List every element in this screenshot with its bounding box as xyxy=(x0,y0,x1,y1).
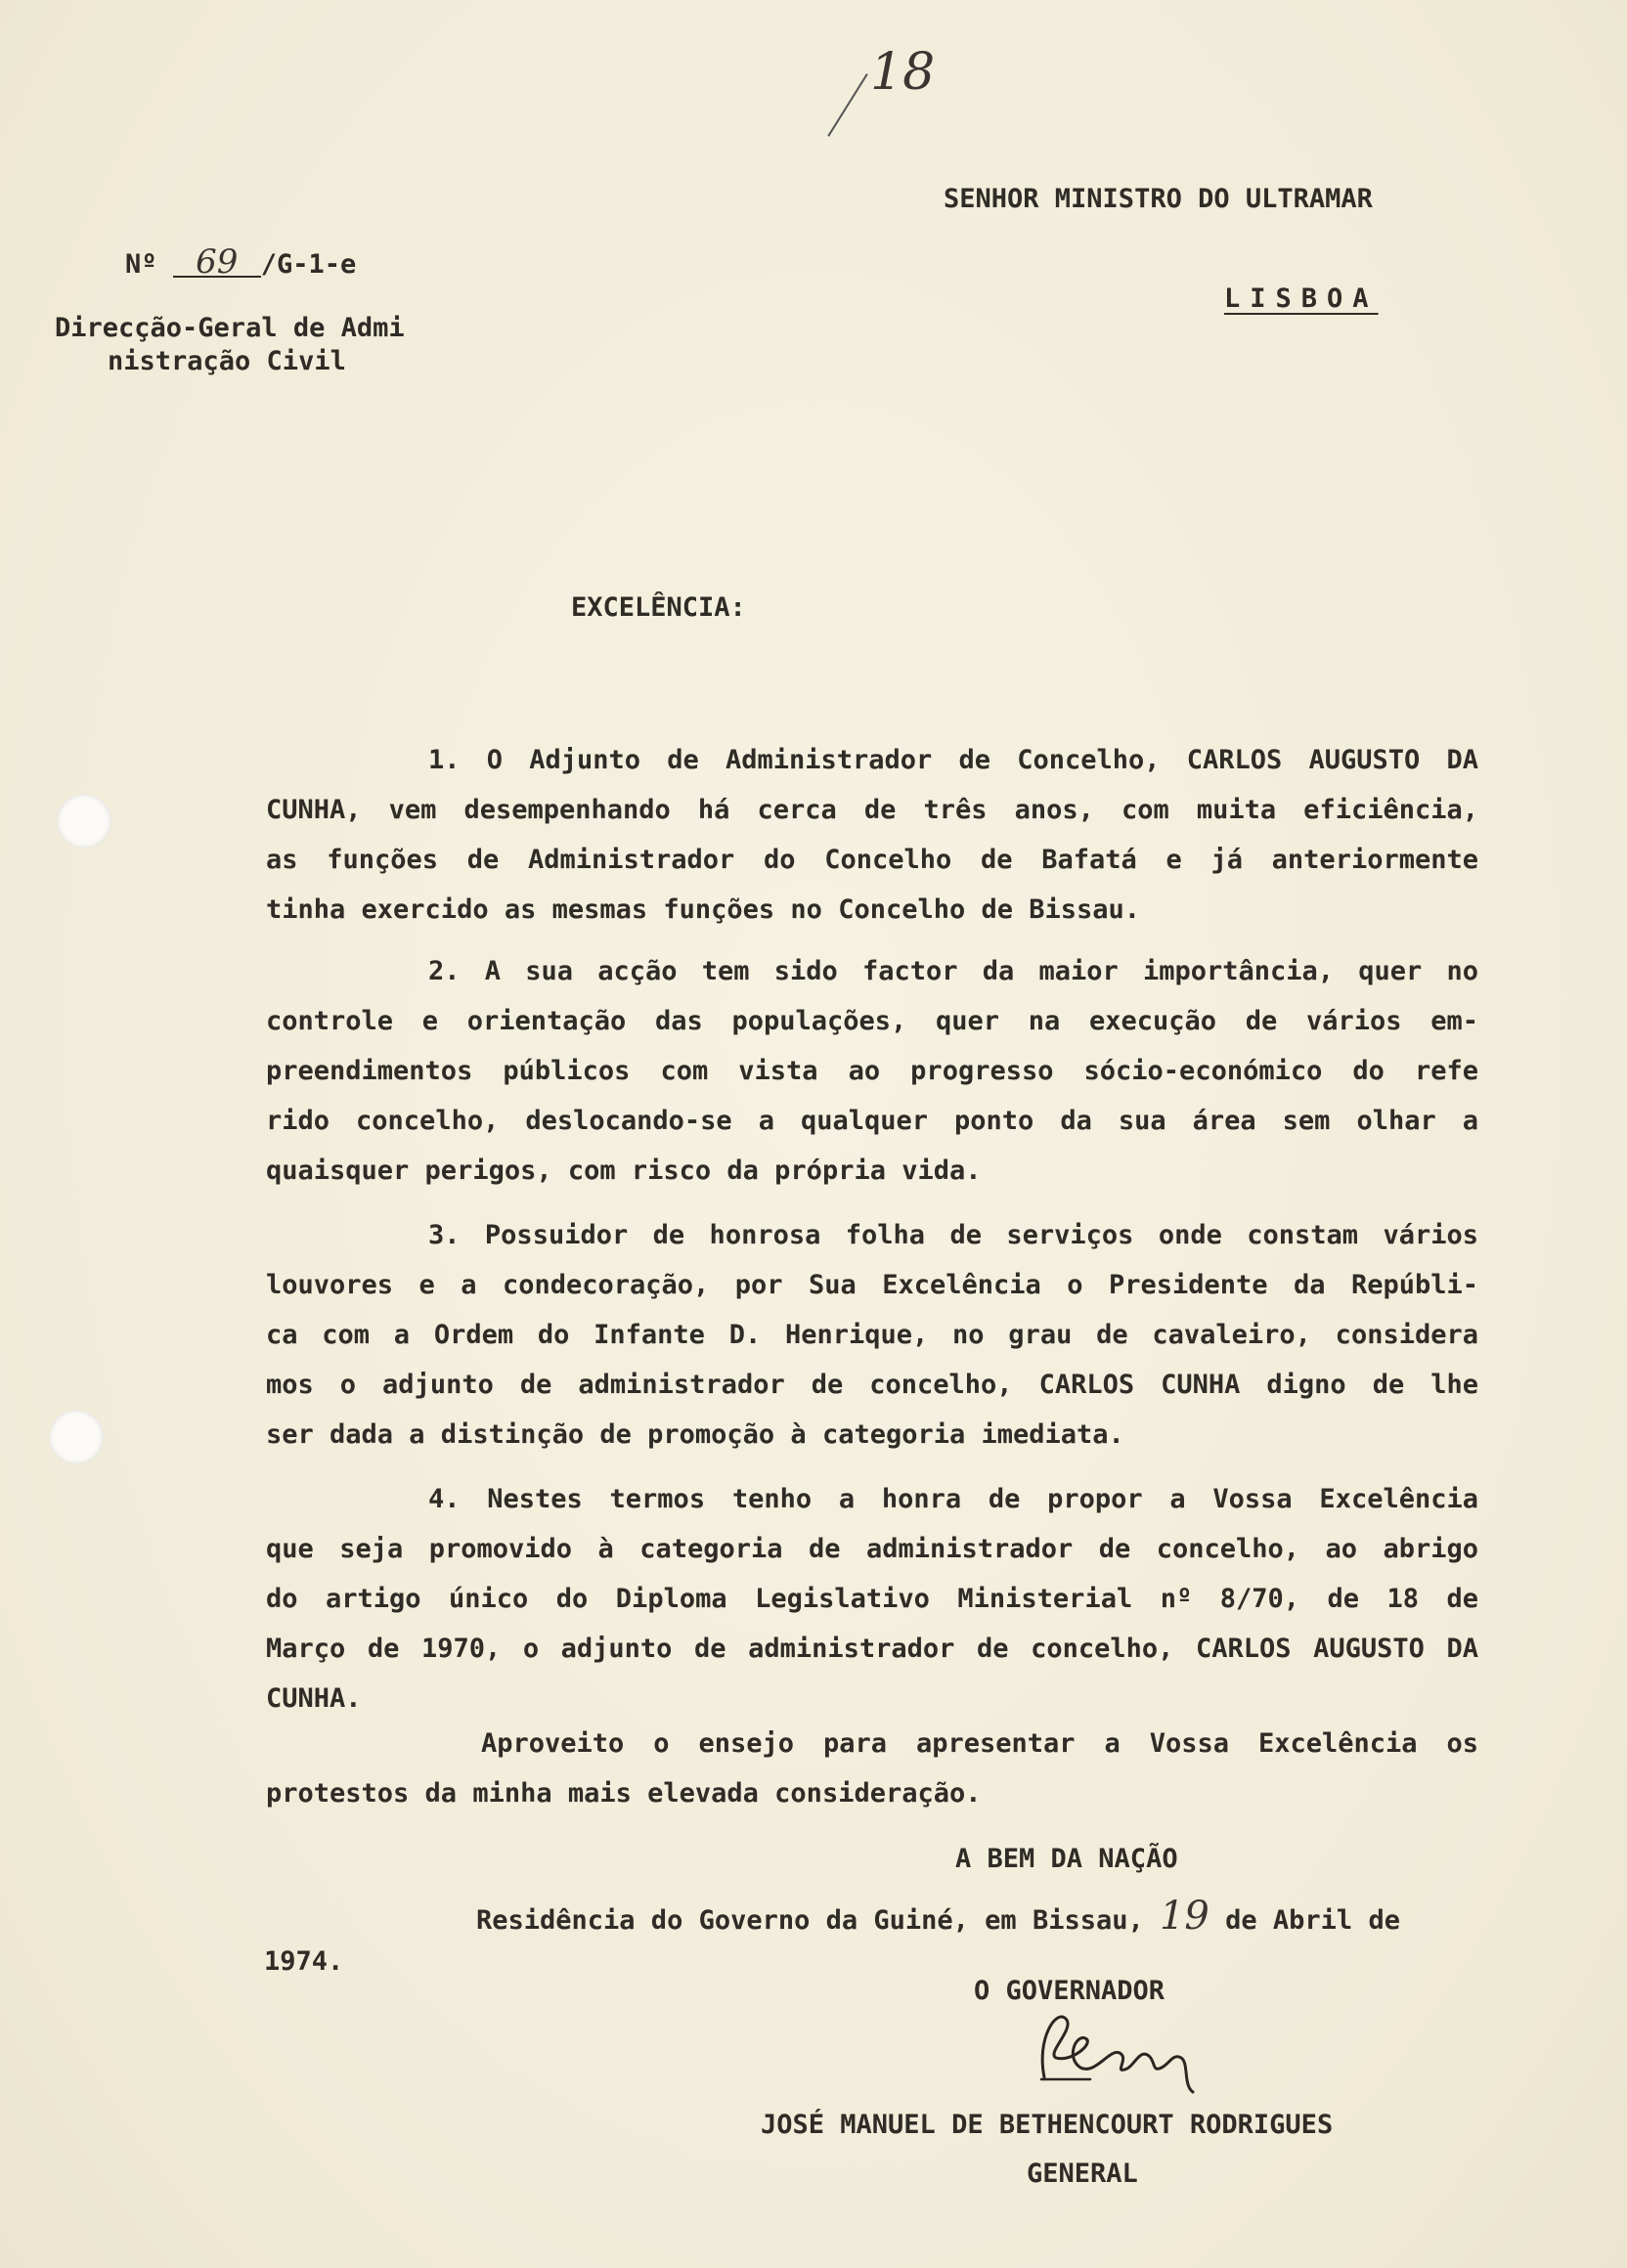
closing-paragraph: Aproveito o ensejo para apresentar a Vossa Excelência os protestos da minha mais elevada consideração. xyxy=(266,1728,1478,1809)
handwritten-signature xyxy=(1027,1999,1222,2097)
addressee: SENHOR MINISTRO DO ULTRAMAR xyxy=(944,184,1373,214)
paragraph-3: 3. Possuidor de honrosa folha de serviços onde constam vários louvores e a condecoração, por Sua Excelência o Presidente da Repúbli- ca com a Ordem do Infante D. Henrique, no grau de cavaleiro, considera mos o adjunto de administrador de concelho, CARLOS CUNHA digno de lhe ser dada a distinção de promoção à categoria imediata. xyxy=(266,1220,1478,1450)
punch-hole xyxy=(49,1410,104,1464)
motto: A BEM DA NAÇÃO xyxy=(955,1844,1178,1874)
signatory-rank: GENERAL xyxy=(1027,2159,1138,2189)
department-line-1: Direcção-Geral de Admi xyxy=(55,313,405,343)
folio-stroke xyxy=(827,73,867,137)
paragraph-4: 4. Nestes termos tenho a honra de propor a Vossa Excelência que seja promovido à categoria de administrador de concelho, ao abrigo do artigo único do Diploma Legislativo Ministerial nº 8/70, de 18 de Março de 1970, o adjunto de administrador de concelho, CARLOS AUGUSTO DA CUNHA. xyxy=(266,1484,1478,1714)
signatory-name: JOSÉ MANUEL DE BETHENCOURT RODRIGUES xyxy=(761,2110,1334,2140)
date-year: 1974. xyxy=(264,1946,344,1977)
place-date: Residência do Governo da Guiné, em Bissau, 19 de Abril de xyxy=(476,1894,1400,1939)
punch-hole xyxy=(57,794,111,849)
paragraph-2: 2. A sua acção tem sido factor da maior importância, quer no controle e orientação das populações, quer na execução de vários em- preendimentos públicos com vista ao progresso sócio-económico do refe rido concelho, deslocando-se a qualquer ponto da sua área sem olhar a quaisquer perigos, com risco da própria vida. xyxy=(266,956,1478,1186)
department-line-2: nistração Civil xyxy=(108,346,346,376)
folio-number: 18 xyxy=(870,43,936,102)
signatory-title: O GOVERNADOR xyxy=(974,1976,1165,2006)
addressee-city: LISBOA xyxy=(1224,284,1379,314)
salutation: EXCELÊNCIA: xyxy=(571,592,746,623)
reference-number: Nº 69 /G-1-e xyxy=(125,242,357,282)
paragraph-1: 1. O Adjunto de Administrador de Concelho, CARLOS AUGUSTO DA CUNHA, vem desempenhando há cerca de três anos, com muita eficiência, as funções de Administrador do Concelho de Bafatá e já anteriormente tinha exercido as mesmas funções no Concelho de Bissau. xyxy=(266,745,1478,925)
